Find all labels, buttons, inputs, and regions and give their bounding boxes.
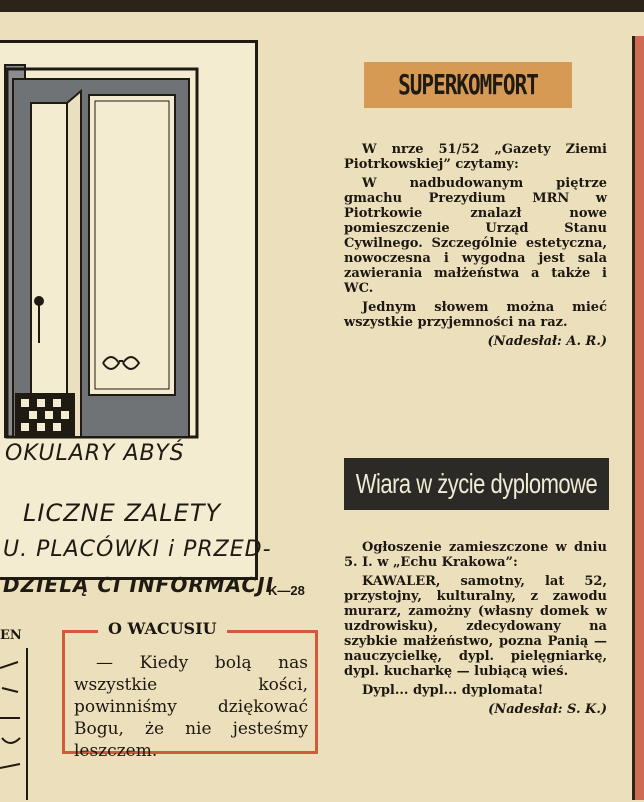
top-border (0, 0, 644, 12)
wiara-ad (344, 574, 607, 679)
wiara-ad-body: samotny, lat 52, przystojny, kulturalny, z zawodu murarz, zamożny (własny domek w uzdrowisku), zdecydowany na szybkie małżeństwo, pozna Panią — nauczycielkę, dypl. pielęgniarkę, dypl. kucharkę — lubiącą wieś. (344, 574, 607, 679)
superkomfort-banner (364, 62, 572, 108)
superkomfort-title: SUPERKOMFORT (398, 69, 538, 101)
wiara-signature: (Nadesłał: S. K.) (488, 702, 607, 717)
superkomfort-signature: (Nadesłał: A. R.) (487, 334, 607, 349)
cartoon-panel (0, 40, 275, 597)
wiara-banner (344, 458, 609, 510)
wacusiu-title: O WACUSIU (98, 619, 227, 638)
superkomfort-comment: Jednym słowem można mieć wszystkie przyjemności na raz. (344, 300, 607, 330)
cartoon-caption-line1: OKULARY ABYŚ (5, 441, 185, 466)
cartoon-caption-line2: LICZNE ZALETY (23, 499, 222, 527)
wiara-comment: Dypl... dypl... dyplomata! (362, 683, 544, 698)
fragment-label: EN (0, 628, 22, 643)
wiara-ad-lead: KAWALER, (362, 574, 441, 589)
right-edge-column (632, 36, 644, 800)
wiara-article (344, 540, 607, 721)
door-illustration (0, 43, 261, 443)
wiara-intro: Ogłoszenie zamieszczone w dniu 5. I. w „Echu Krakowa”: (344, 540, 607, 570)
wiara-title: Wiara w życie dyplomowe (355, 467, 598, 499)
superkomfort-article (344, 142, 607, 353)
wacusiu-paragraph: — Kiedy bolą nas wszystkie kości, powinniśmy dziękować Bogu, że nie jesteśmy leszczem. (74, 653, 308, 761)
wacusiu-text (74, 652, 308, 762)
fragment-illustration (0, 648, 28, 800)
cartoon-code: K—28 (268, 583, 305, 598)
superkomfort-quote: W nadbudowanym piętrze gmachu Prezydium MRN w Piotrkowie znalazł nowe pomieszczenie Urząd Stanu Cywilnego. Szczególnie estetyczna, nowoczesna i wygodna jest sala zawierania małżeństwa a także i WC. (344, 176, 607, 296)
cartoon-caption-line3: U. PLACÓWKI i PRZED- (3, 537, 272, 562)
superkomfort-intro: W nrze 51/52 „Gazety Ziemi Piotrkowskiej” czytamy: (344, 142, 607, 172)
cartoon-caption-line4: DZIELĄ CI INFORMACJI (3, 573, 275, 597)
